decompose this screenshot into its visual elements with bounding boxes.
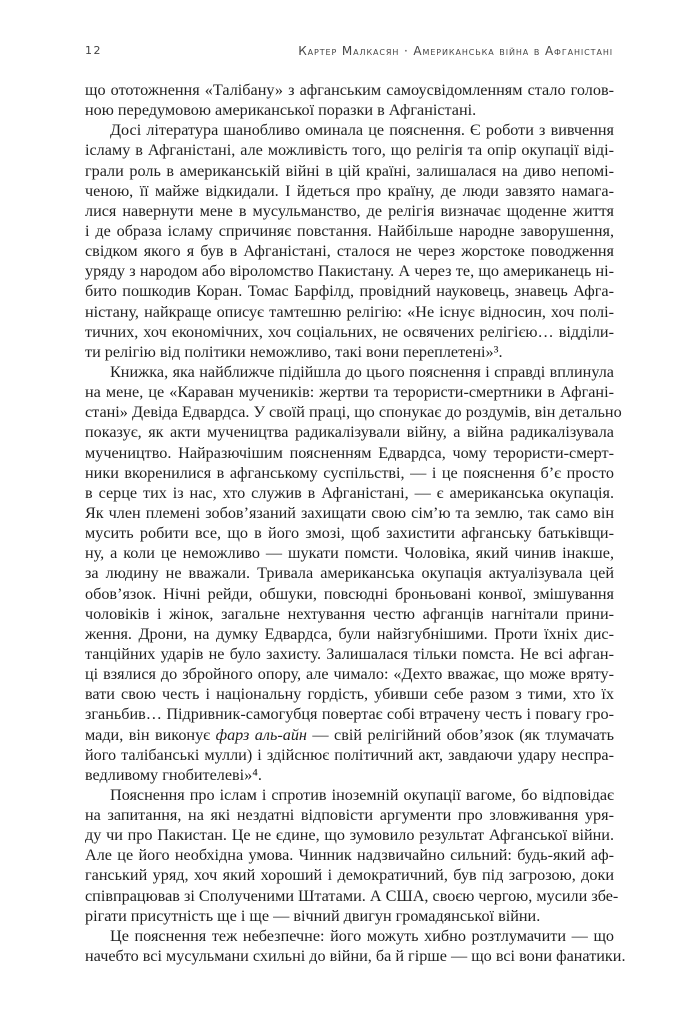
text-line: ти релігію від політики неможливо, такі вони переплетені»³. — [85, 342, 503, 361]
text-line: зганьбив… Підривник-самогубця повертає собі втрачену честь і повагу гро- — [85, 705, 614, 724]
text-line: ведливому гнобителеві»⁴. — [85, 765, 262, 784]
running-header — [85, 44, 613, 62]
text-line: Книжка, яка найближче підійшла до цього пояснення і справді вплинула — [110, 362, 614, 381]
text-line: ну, а коли це неможливо — шукати помсти. Чоловіка, який чинив інакше, — [85, 544, 614, 563]
text-line: свідком якого я був в Афганістані, сталося не через жорстоке поводження — [85, 242, 614, 261]
text-line: ністану, найкраще описує тамтешню релігію: «Не існує відносин, хоч полі- — [85, 302, 614, 321]
text-line: Це пояснення теж небезпечне: його можуть хибно розтлумачити — що — [110, 926, 614, 945]
text-line: показує, як акти мучеництва радикалізували війну, а війна радикалізувала — [85, 423, 614, 442]
paragraph — [85, 80, 614, 120]
text-line: ною передумовою американської поразки в Афганістані. — [85, 101, 477, 120]
paragraph — [85, 785, 619, 926]
text-line: чоловіків і жінок, загальне нехтування честю афганців нагнітали прини- — [85, 604, 614, 623]
page-number: 12 — [85, 44, 102, 57]
text-segment: — свій релігійний обов’язок (як тлумачать — [306, 725, 615, 744]
paragraph — [85, 926, 626, 966]
text-line: начебто всі мусульмани схильні до війни, ба й гірше — що всі вони фанатики. — [85, 947, 626, 966]
text-line: ісламу в Афганістані, але можливість того, що релігія та опір окупації віді- — [85, 141, 614, 160]
text-line: ці взялися до збройного опору, але чимало: «Дехто вважає, що може вряту- — [85, 665, 614, 684]
text-line: ганський уряд, хоч який хороший і демократичний, був під загрозою, доки — [85, 866, 614, 885]
text-line: Як член племені зобов’язаний захищати свою сім’ю та землю, так само він — [85, 503, 614, 522]
text-line: що ототожнення «Талібану» з афганським самоусвідомленням стало голов- — [85, 81, 614, 99]
running-title: Картер Малкасян · Американська війна в Афганістані — [298, 44, 613, 58]
text-line: ду чи про Пакистан. Це не єдине, що зумовило результат Афганської війни. — [85, 826, 614, 845]
text-line: Пояснення про іслам і спротив іноземній окупації вагоме, бо відповідає — [110, 785, 614, 804]
text-line: ченою, її майже відкидали. І йдеться про країну, де люди завзято намага- — [85, 181, 614, 200]
text-line: стані» Девіда Едвардса. У своїй праці, що спонукає до роздумів, він детально — [85, 403, 622, 422]
paragraph — [85, 120, 614, 362]
text-line: обов’язок. Нічні рейди, обшуки, повсюдні броньовані конвої, змішування — [85, 584, 614, 603]
text-line: уряду з народом або віроломство Пакистану. А через те, що американець ні- — [85, 262, 614, 281]
text-line: мучеництво. Найразючішим поясненням Едвардса, чому терористи-смерт- — [85, 443, 614, 462]
text-line: співпрацював зі Сполученими Штатами. А США, своєю чергою, мусили збе- — [85, 886, 619, 905]
italic-term: фарз аль-айн — [215, 725, 307, 744]
body-text — [85, 80, 626, 966]
text-line: вати свою честь і національну гордість, убивши себе разом з тими, хто їх — [85, 685, 614, 704]
text-line: грали роль в американській війні в цій країні, залишалася на диво непомі- — [85, 161, 614, 180]
text-line: Досі література шанобливо оминала це пояснення. Є роботи з вивчення — [110, 121, 614, 140]
text-line: мусить робити все, що в його змозі, щоб захистити афганську батьківщи- — [85, 524, 614, 543]
text-line: ники вкоренилися в афганському суспільстві, — і це пояснення б’є просто — [85, 463, 614, 482]
text-line — [85, 725, 614, 745]
text-line: Але це його необхідна умова. Чинник надзвичайно сильний: будь-який аф- — [85, 846, 614, 865]
text-line: ження. Дрони, на думку Едвардса, були найзгубнішими. Проти їхніх дис- — [85, 624, 614, 643]
text-line: в серце тих із нас, хто служив в Афганістані, — є американська окупація. — [85, 483, 614, 502]
text-line: і де образа ісламу спричиняє повстання. Найбільше народне заворушення, — [85, 221, 614, 240]
text-line: бито пошкодив Коран. Томас Барфілд, провідний науковець, знавець Афга- — [85, 282, 614, 301]
text-line: танційних ударів не було захисту. Залишалася тільки помста. Не всі афган- — [85, 644, 614, 663]
text-line: тичних, хоч економічних, хоч соціальних, не освячених релігією… відділи- — [85, 322, 614, 341]
paragraph — [85, 362, 622, 785]
text-line: рігати присутність ще і ще — вічний двигун громадянської війни. — [85, 906, 541, 925]
text-line: лися навернути мене в мусульманство, де релігія визначає щоденне життя — [85, 201, 614, 220]
text-line: за людину не вважали. Тривала американська окупація актуалізувала цей — [85, 564, 614, 583]
text-line: його талібанські мулли) і здійснює політичний акт, завдаючи удару неспра- — [85, 745, 614, 764]
text-segment: мади, він виконує — [85, 725, 216, 744]
text-line: на запитання, на які нездатні відповісти аргументи про зловживання уря- — [85, 806, 614, 825]
text-line: на мене, це «Караван мучеників: жертви та терористи-смертники в Афгані- — [85, 383, 614, 402]
